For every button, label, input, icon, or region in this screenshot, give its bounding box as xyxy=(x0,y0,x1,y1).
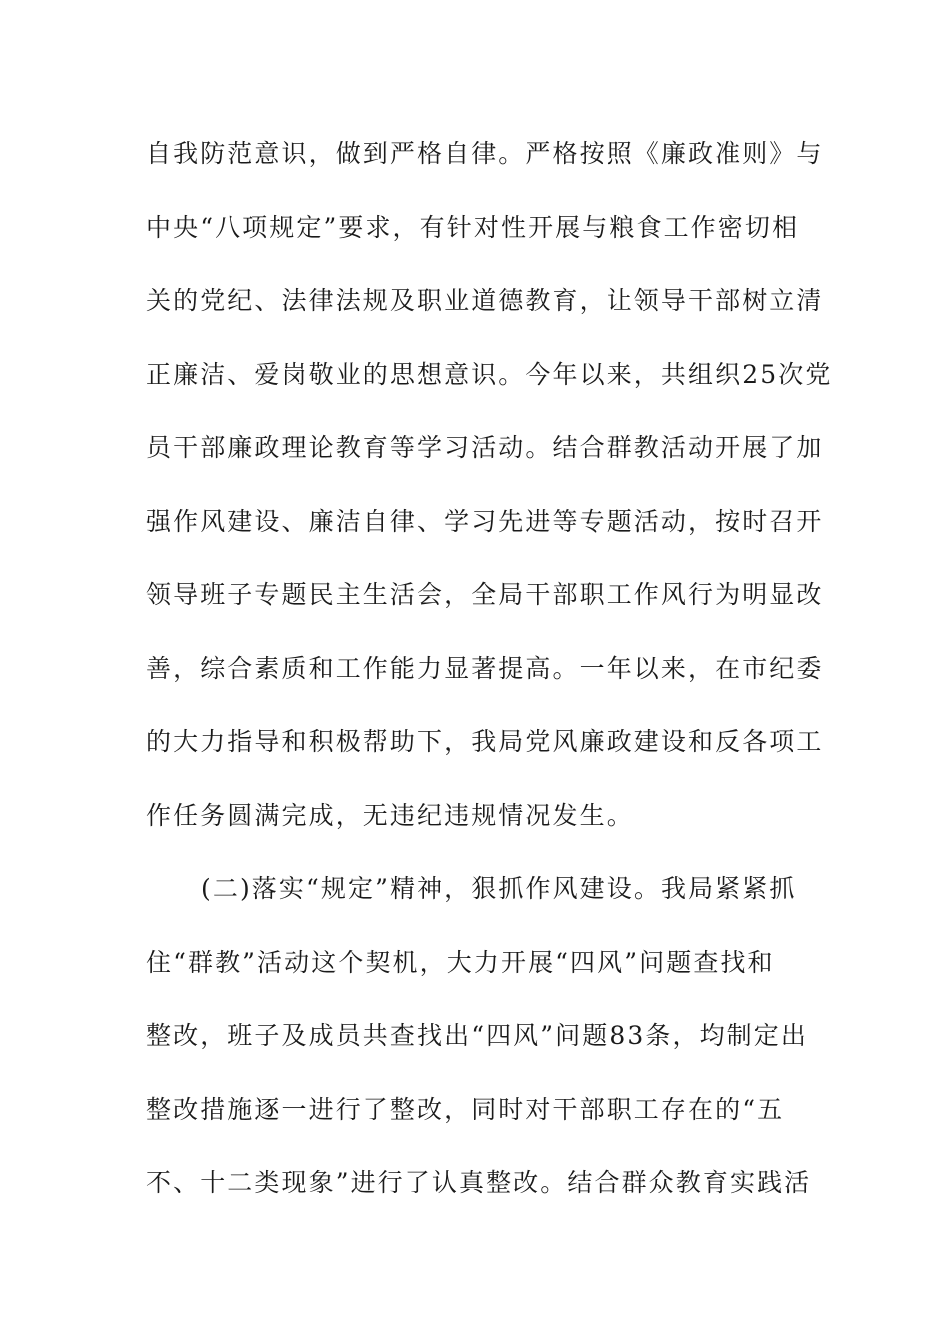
text-line: 的大力指导和积极帮助下，我局党风廉政建设和反各项工 xyxy=(146,727,824,756)
text-line: 作任务圆满完成，无违纪违规情况发生。 xyxy=(146,800,634,830)
text-line: 员干部廉政理论教育等学习活动。结合群教活动开展了加 xyxy=(146,433,824,462)
text-line: 中央“八项规定”要求，有针对性开展与粮食工作密切相 xyxy=(146,212,800,242)
text-line: 领导班子专题民主生活会，全局干部职工作风行为明显改 xyxy=(146,580,824,609)
text-line: 整改，班子及成员共查找出“四风”问题83条，均制定出 xyxy=(146,1021,808,1050)
text-line: 住“群教”活动这个契机，大力开展“四风”问题查找和 xyxy=(146,947,775,977)
text-line: 善，综合素质和工作能力显著提高。一年以来，在市纪委 xyxy=(146,653,824,683)
text-line: 正廉洁、爱岗敬业的思想意识。今年以来，共组织25次党 xyxy=(146,359,833,389)
text-line: 不、十二类现象”进行了认真整改。结合群众教育实践活 xyxy=(146,1168,812,1197)
section-heading-line: (二)落实“规定”精神，狠抓作风建设。我局紧紧抓 xyxy=(201,874,797,903)
text-line: 关的党纪、法律法规及职业道德教育，让领导干部树立清 xyxy=(146,286,824,315)
text-line: 自我防范意识，做到严格自律。严格按照《廉政准则》与 xyxy=(146,139,824,168)
text-line: 整改措施逐一进行了整改，同时对干部职工存在的“五 xyxy=(146,1094,785,1124)
text-line: 强作风建设、廉洁自律、学习先进等专题活动，按时召开 xyxy=(146,506,824,536)
body-text xyxy=(146,128,833,1231)
